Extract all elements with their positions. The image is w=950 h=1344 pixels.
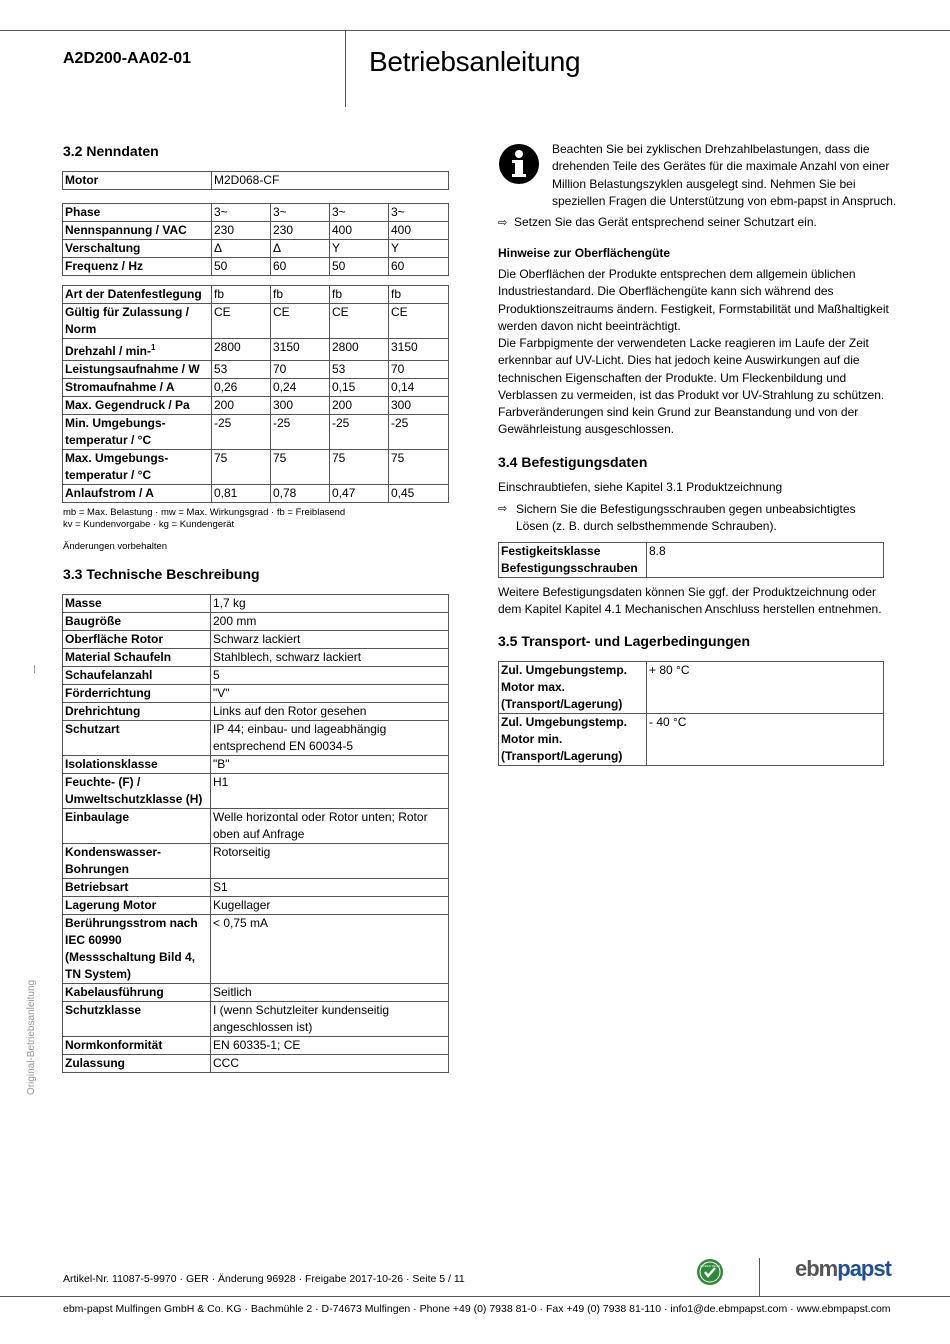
technical-description-table xyxy=(62,594,449,1073)
befestigung-more: Weitere Befestigungsdaten können Sie ggf. der Produktzeichnung oder dem Kapitel Kapitel 4.1 Mechanischen Anschluss herstellen entnehmen. xyxy=(498,585,882,617)
logo-papst: papst xyxy=(837,1256,891,1281)
table-cell-value: 0,24 xyxy=(271,379,330,397)
section-heading-transport: 3.5 Transport- und Lagerbedingungen xyxy=(498,633,751,649)
info-text: Beachten Sie bei zyklischen Drehzahlbelastungen, dass die drehenden Teile des Gerätes für die maximale Anzahl von einer Million Belastungszyklen ausgelegt sind. Nehmen Sie bei speziellen Fragen die Unterstützung von ebm-papst in Anspruch. xyxy=(552,142,897,208)
table-row xyxy=(63,897,449,915)
table-cell-label: Masse xyxy=(63,595,211,613)
table-cell-value: 230 xyxy=(271,222,330,240)
table-cell-label: Gültig für Zulassung / Norm xyxy=(63,304,212,339)
transport-table xyxy=(498,661,884,766)
table-cell-value: "B" xyxy=(211,756,449,774)
table-cell-value: 200 xyxy=(212,397,271,415)
table-cell-value: Y xyxy=(330,240,389,258)
table-row xyxy=(63,613,449,631)
table-row xyxy=(499,543,884,578)
rated-data-table xyxy=(62,285,449,503)
table-cell-value: 53 xyxy=(330,361,389,379)
table-cell-label: Max. Gegendruck / Pa xyxy=(63,397,212,415)
table-cell-value: CE xyxy=(212,304,271,339)
table-cell-value: CCC xyxy=(211,1055,449,1073)
table-cell-value: 50 xyxy=(212,258,271,276)
table-cell-label: Phase xyxy=(63,204,212,222)
table-cell-value: 3~ xyxy=(389,204,449,222)
table-cell-value: Schwarz lackiert xyxy=(211,631,449,649)
befestigung-intro: Einschraubtiefen, siehe Kapitel 3.1 Produktzeichnung xyxy=(498,480,783,494)
table-cell-value: -25 xyxy=(271,415,330,450)
table-cell-value: 75 xyxy=(271,450,330,485)
surface-heading: Hinweise zur Oberflächengüte xyxy=(498,246,671,260)
table-cell-label: Betriebsart xyxy=(63,879,211,897)
table-cell-value: 53 xyxy=(212,361,271,379)
table-row xyxy=(63,339,449,361)
table-cell-label: Stromaufnahme / A xyxy=(63,379,212,397)
table-cell-label: Schutzart xyxy=(63,721,211,756)
table-cell-label: Max. Umgebungs-temperatur / °C xyxy=(63,450,212,485)
table-cell-value: I (wenn Schutzleiter kundenseitig angeschlossen ist) xyxy=(211,1002,449,1037)
table-cell-value: 70 xyxy=(271,361,330,379)
section-heading-befestigungsdaten: 3.4 Befestigungsdaten xyxy=(498,454,648,470)
table-cell-label: Zulassung xyxy=(63,1055,211,1073)
surface-paragraph-2: Die Farbpigmente der verwendeten Lacke reagieren im Laufe der Zeit erkennbar auf UV-Licht. Dies hat jedoch keine Auswirkungen auf die technischen Eigenschaften der Produkte. Um Fleckenbildung und Verblassen zu vermeiden, ist das Produkt vor UV-Strahlung zu schützen. Farbveränderungen sind kein Grund zur Beanstandung und von der Gewährleistung ausgeschlossen. xyxy=(498,336,885,437)
table-cell-value: 8.8 xyxy=(647,543,884,578)
surface-paragraph-1: Die Oberflächen der Produkte entsprechen dem allgemein üblichen Industriestandard. Die Oberflächengüte kann sich während des Produktionszeitraums ändern. Festigkeit, Formstabilität und Maßhaltigkeit werden davon nicht beeinträchtigt. xyxy=(498,267,889,333)
table-row xyxy=(63,721,449,756)
motor-label: Motor xyxy=(63,172,212,190)
table-row xyxy=(63,1002,449,1037)
table-cell-label: Drehzahl / min-$^1$ xyxy=(63,339,212,361)
table-cell-label: Berührungsstrom nach IEC 60990 (Messschaltung Bild 4, TN System) xyxy=(63,915,211,984)
table-cell-label: Nennspannung / VAC xyxy=(63,222,212,240)
table-row xyxy=(63,879,449,897)
header-divider xyxy=(345,30,346,107)
table-cell-value: fb xyxy=(271,286,330,304)
table-cell-label: Zul. Umgebungstemp. Motor min. (Transport/Lagerung) xyxy=(499,714,647,766)
table-cell-label: Verschaltung xyxy=(63,240,212,258)
table-row xyxy=(63,415,449,450)
table-row xyxy=(63,240,449,258)
table-cell-label: Min. Umgebungs-temperatur / °C xyxy=(63,415,212,450)
footer-company-info: ebm-papst Mulfingen GmbH & Co. KG · Bachmühle 2 · D-74673 Mulfingen · Phone +49 (0) 7938 81-0 · Fax +49 (0) 7938 81-110 · info1@de.ebmpapst.com · www.ebmpapst.com xyxy=(63,1303,891,1315)
table-row xyxy=(63,485,449,503)
table-cell-value: 50 xyxy=(330,258,389,276)
section-heading-technische-beschreibung: 3.3 Technische Beschreibung xyxy=(63,566,260,582)
table-cell-label: Material Schaufeln xyxy=(63,649,211,667)
ebmpapst-logo xyxy=(795,1256,891,1282)
table-cell-label: Isolationsklasse xyxy=(63,756,211,774)
table-cell-value: 5 xyxy=(211,667,449,685)
table-cell-value: 400 xyxy=(330,222,389,240)
table-row xyxy=(63,631,449,649)
table-cell-value: "V" xyxy=(211,685,449,703)
table-cell-value: 3~ xyxy=(330,204,389,222)
document-id: A2D200-AA02-01 xyxy=(63,50,192,67)
befestigung-table xyxy=(498,542,884,578)
table-cell-value: 60 xyxy=(271,258,330,276)
table-cell-value: 3150 xyxy=(389,339,449,361)
table-row xyxy=(63,304,449,339)
section-heading-nenndaten: 3.2 Nenndaten xyxy=(63,143,159,159)
table-cell-value: 70 xyxy=(389,361,449,379)
table-cell-value: < 0,75 mA xyxy=(211,915,449,984)
table-cell-value: EN 60335-1; CE xyxy=(211,1037,449,1055)
footer-article-info: Artikel-Nr. 11087-5-9970 · GER · Änderung 96928 · Freigabe 2017-10-26 · Seite 5 / 11 xyxy=(63,1273,465,1285)
table-cell-value: 230 xyxy=(212,222,271,240)
table-cell-value: 0,14 xyxy=(389,379,449,397)
table-cell-value: Stahlblech, schwarz lackiert xyxy=(211,649,449,667)
table-cell-label: Einbaulage xyxy=(63,809,211,844)
table-row xyxy=(63,450,449,485)
table-cell-value: CE xyxy=(330,304,389,339)
table-row xyxy=(63,774,449,809)
table-cell-value: 3150 xyxy=(271,339,330,361)
table-cell-value: 75 xyxy=(212,450,271,485)
header-rule xyxy=(0,30,950,31)
side-label: Original-Betriebsanleitung xyxy=(26,979,37,1095)
table-cell-label: Oberfläche Rotor xyxy=(63,631,211,649)
table-row xyxy=(63,397,449,415)
table-cell-value: fb xyxy=(389,286,449,304)
table-row xyxy=(63,1055,449,1073)
table-cell-value: H1 xyxy=(211,774,449,809)
table-row xyxy=(499,714,884,766)
table-cell-label: Schutzklasse xyxy=(63,1002,211,1037)
table-cell-value: 200 mm xyxy=(211,613,449,631)
table-cell-label: Zul. Umgebungstemp. Motor max. (Transport/Lagerung) xyxy=(499,662,647,714)
table-cell-value: 3~ xyxy=(212,204,271,222)
table-cell-label: Festigkeitsklasse Befestigungsschrauben xyxy=(499,543,647,578)
table-row xyxy=(63,1037,449,1055)
abbreviation-note-2: kv = Kundenvorgabe · kg = Kundengerät xyxy=(63,519,235,530)
arrow-icon: ⇨ xyxy=(498,217,508,229)
table-cell-value: 1,7 kg xyxy=(211,595,449,613)
table-cell-label: Drehrichtung xyxy=(63,703,211,721)
table-cell-value: Y xyxy=(389,240,449,258)
table-cell-value: 0,81 xyxy=(212,485,271,503)
table-cell-label: Anlaufstrom / A xyxy=(63,485,212,503)
table-row xyxy=(63,361,449,379)
electrical-table xyxy=(62,203,449,276)
motor-table xyxy=(62,171,449,190)
table-row xyxy=(63,204,449,222)
table-cell-value: 60 xyxy=(389,258,449,276)
table-cell-value: CE xyxy=(389,304,449,339)
green-tech-badge-icon xyxy=(696,1258,724,1286)
table-row xyxy=(63,809,449,844)
bullet-schutzart xyxy=(498,214,888,232)
table-cell-value: 75 xyxy=(389,450,449,485)
table-row xyxy=(499,662,884,714)
table-cell-label: Förderrichtung xyxy=(63,685,211,703)
table-cell-value: 2800 xyxy=(330,339,389,361)
table-cell-label: Art der Datenfestlegung xyxy=(63,286,212,304)
table-cell-value: 400 xyxy=(389,222,449,240)
table-cell-value: 2800 xyxy=(212,339,271,361)
table-cell-value: Rotorseitig xyxy=(211,844,449,879)
table-cell-value: 200 xyxy=(330,397,389,415)
table-cell-value: 0,78 xyxy=(271,485,330,503)
table-cell-value: -25 xyxy=(330,415,389,450)
table-row xyxy=(63,286,449,304)
table-row xyxy=(63,915,449,984)
table-cell-value: S1 xyxy=(211,879,449,897)
table-cell-label: Schaufelanzahl xyxy=(63,667,211,685)
table-cell-value: 0,47 xyxy=(330,485,389,503)
table-cell-value: IP 44; einbau- und lageabhängig entsprechend EN 60034-5 xyxy=(211,721,449,756)
table-cell-value: - 40 °C xyxy=(647,714,884,766)
table-cell-value: Kugellager xyxy=(211,897,449,915)
table-cell-value: Links auf den Rotor gesehen xyxy=(211,703,449,721)
table-cell-value: 3~ xyxy=(271,204,330,222)
table-cell-label: Baugröße xyxy=(63,613,211,631)
logo-ebm: ebm xyxy=(795,1256,838,1281)
table-cell-value: 0,26 xyxy=(212,379,271,397)
table-cell-value: + 80 °C xyxy=(647,662,884,714)
table-cell-label: Frequenz / Hz xyxy=(63,258,212,276)
table-cell-value: -25 xyxy=(389,415,449,450)
table-cell-label: Kabelausführung xyxy=(63,984,211,1002)
table-cell-value: Seitlich xyxy=(211,984,449,1002)
table-cell-value: Δ xyxy=(212,240,271,258)
abbreviation-note-1: mb = Max. Belastung · mw = Max. Wirkungsgrad · fb = Freiblasend xyxy=(63,507,346,518)
footer-rule xyxy=(0,1296,950,1297)
green-tech-badge-text: GREEN TECH xyxy=(700,1264,720,1268)
table-cell-label: Lagerung Motor xyxy=(63,897,211,915)
table-cell-value: fb xyxy=(330,286,389,304)
table-row xyxy=(63,258,449,276)
bullet-befestigung xyxy=(498,501,888,536)
table-cell-value: 300 xyxy=(389,397,449,415)
bullet-schutzart-text: Setzen Sie das Gerät entsprechend seiner Schutzart ein. xyxy=(514,215,817,229)
margin-mark xyxy=(34,665,35,673)
footer-divider xyxy=(759,1258,760,1296)
table-cell-label: Normkonformität xyxy=(63,1037,211,1055)
table-cell-value: 0,45 xyxy=(389,485,449,503)
table-cell-label: Leistungsaufnahme / W xyxy=(63,361,212,379)
table-cell-value: 300 xyxy=(271,397,330,415)
info-icon xyxy=(498,143,540,185)
table-row xyxy=(63,379,449,397)
changes-note: Änderungen vorbehalten xyxy=(63,541,168,552)
table-cell-value: 75 xyxy=(330,450,389,485)
table-cell-value: fb xyxy=(212,286,271,304)
table-row xyxy=(63,844,449,879)
motor-value: M2D068-CF xyxy=(212,172,449,190)
table-row xyxy=(63,222,449,240)
table-row xyxy=(63,172,449,190)
table-cell-value: 0,15 xyxy=(330,379,389,397)
table-row xyxy=(63,649,449,667)
table-row xyxy=(63,756,449,774)
table-row xyxy=(63,984,449,1002)
table-cell-label: Kondenswasser-Bohrungen xyxy=(63,844,211,879)
table-cell-value: CE xyxy=(271,304,330,339)
table-cell-value: Δ xyxy=(271,240,330,258)
table-cell-value: -25 xyxy=(212,415,271,450)
table-cell-label: Feuchte- (F) / Umweltschutzklasse (H) xyxy=(63,774,211,809)
arrow-icon: ⇨ xyxy=(498,503,508,515)
table-cell-value: Welle horizontal oder Rotor unten; Rotor oben auf Anfrage xyxy=(211,809,449,844)
table-row xyxy=(63,703,449,721)
table-row xyxy=(63,595,449,613)
superscript: 1 xyxy=(151,343,156,352)
table-row xyxy=(63,667,449,685)
document-title: Betriebsanleitung xyxy=(369,46,581,77)
bullet-befestigung-text: Sichern Sie die Befestigungsschrauben gegen unbeabsichtigtes Lösen (z. B. durch selbsthemmende Schrauben). xyxy=(516,502,856,534)
table-row xyxy=(63,685,449,703)
